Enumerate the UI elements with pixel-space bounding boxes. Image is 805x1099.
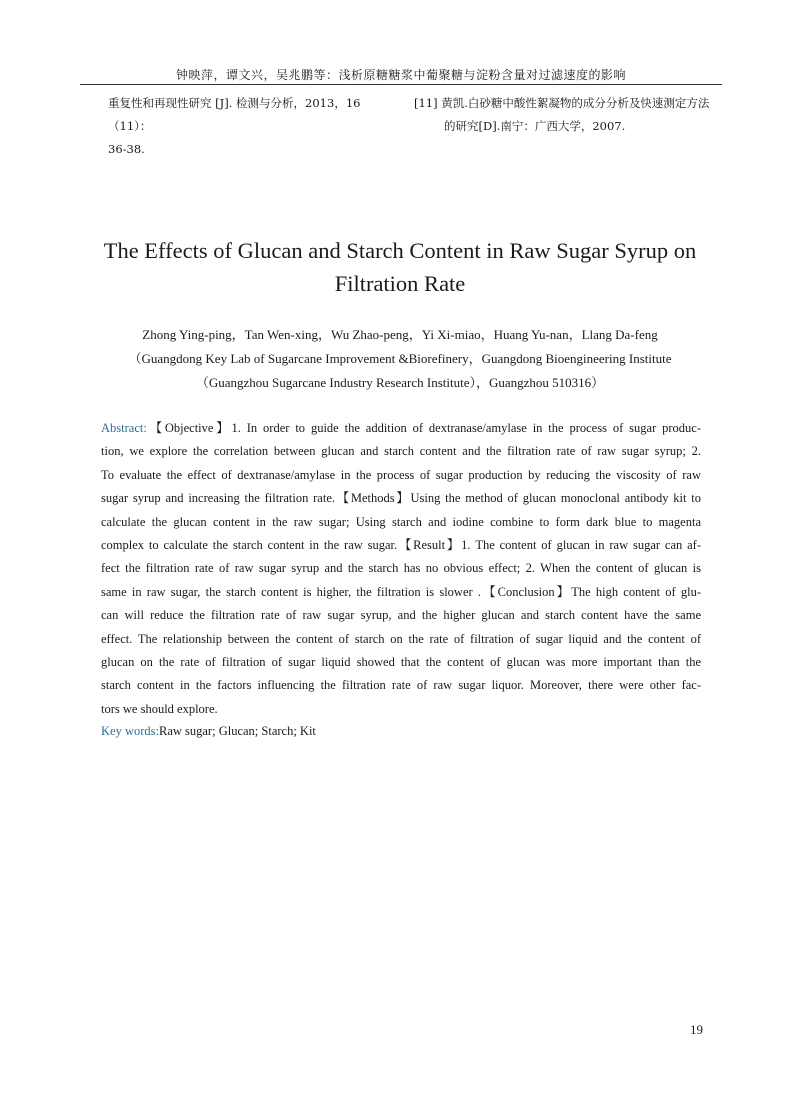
abstract-line: tion, we explore the correlation between glucan and starch content and the filtration rate of raw sugar syrup; 2. [101,444,701,459]
abstract-line [101,417,701,440]
abstract-line: glucan on the rate of filtration of sugar liquid showed that the content of glucan was more important than the [101,655,701,670]
abstract-line: tors we should explore. [101,701,218,716]
abstract-line: calculate the glucan content in the raw sugar; Using starch and iodine combine to form dark blue to magenta [101,514,701,529]
reference-11-line-2: 的研究[D].南宁：广西大学，2007. [444,119,626,133]
keywords-text: Raw sugar; Glucan; Starch; Kit [158,724,316,738]
article-title [60,234,740,300]
abstract-line: same in raw sugar, the starch content is higher, the filtration is slower .【Conclusion】The high content of glu- [101,584,701,599]
affiliation-line-1: （Guangdong Key Lab of Sugarcane Improvement &Biorefinery，Guangdong Bioengineering Institute [128,351,672,366]
header-rule [80,84,722,85]
reference-left-line-2: 36-38. [108,142,145,156]
keywords [101,724,316,739]
abstract-line: complex to calculate the starch content in the raw sugar.【Result】1. The content of glucan in raw sugar can af- [101,538,701,553]
running-head: 钟映萍，谭文兴，吴兆鹏等：浅析原糖糖浆中葡聚糖与淀粉含量对过滤速度的影响 [175,68,626,82]
author-list: Zhong Ying-ping，Tan Wen-xing，Wu Zhao-peng，Yi Xi-miao，Huang Yu-nan，Llang Da-feng [142,327,658,342]
reference-11 [414,92,724,138]
author-block [60,323,740,395]
reference-left-line-1: 重复性和再现性研究 [J]. 检测与分析，2013，16（11）： [108,96,361,133]
abstract-line: can will reduce the filtration rate of raw sugar syrup, and the higher glucan and starch content have the same [101,608,701,623]
abstract-line: fect the filtration rate of raw sugar syrup and the starch has no obvious effect; 2. When the content of glucan is [101,561,701,576]
title-line-2: Filtration Rate [334,271,466,296]
title-line-1: The Effects of Glucan and Starch Content in Raw Sugar Syrup on [103,238,697,263]
abstract [101,417,701,721]
page-number: 19 [690,1022,703,1037]
reference-left [108,92,398,161]
abstract-line: sugar syrup and increasing the filtration rate.【Methods】Using the method of glucan monoclonal antibody kit to [101,491,701,506]
abstract-line: To evaluate the effect of dextranase/amylase in the process of sugar production by reducing the viscosity of raw [101,467,701,482]
affiliation-line-2: （Guangzhou Sugarcane Industry Research Institute），Guangzhou 510316） [195,375,605,390]
reference-11-line-1: [11] 黄凯.白砂糖中酸性絮凝物的成分分析及快速测定方法 [414,96,710,110]
abstract-line-text: 【Objective】1. In order to guide the addition of dextranase/amylase in the process of sugar produc- [146,421,701,435]
abstract-line: starch content in the factors influencing the filtration rate of raw sugar liquor. Moreover, there were other fac- [101,678,701,693]
keywords-label: Key words: [101,724,159,738]
abstract-label: Abstract: [101,421,147,435]
abstract-line: effect. The relationship between the content of starch on the rate of filtration of sugar liquid and the content of [101,631,701,646]
